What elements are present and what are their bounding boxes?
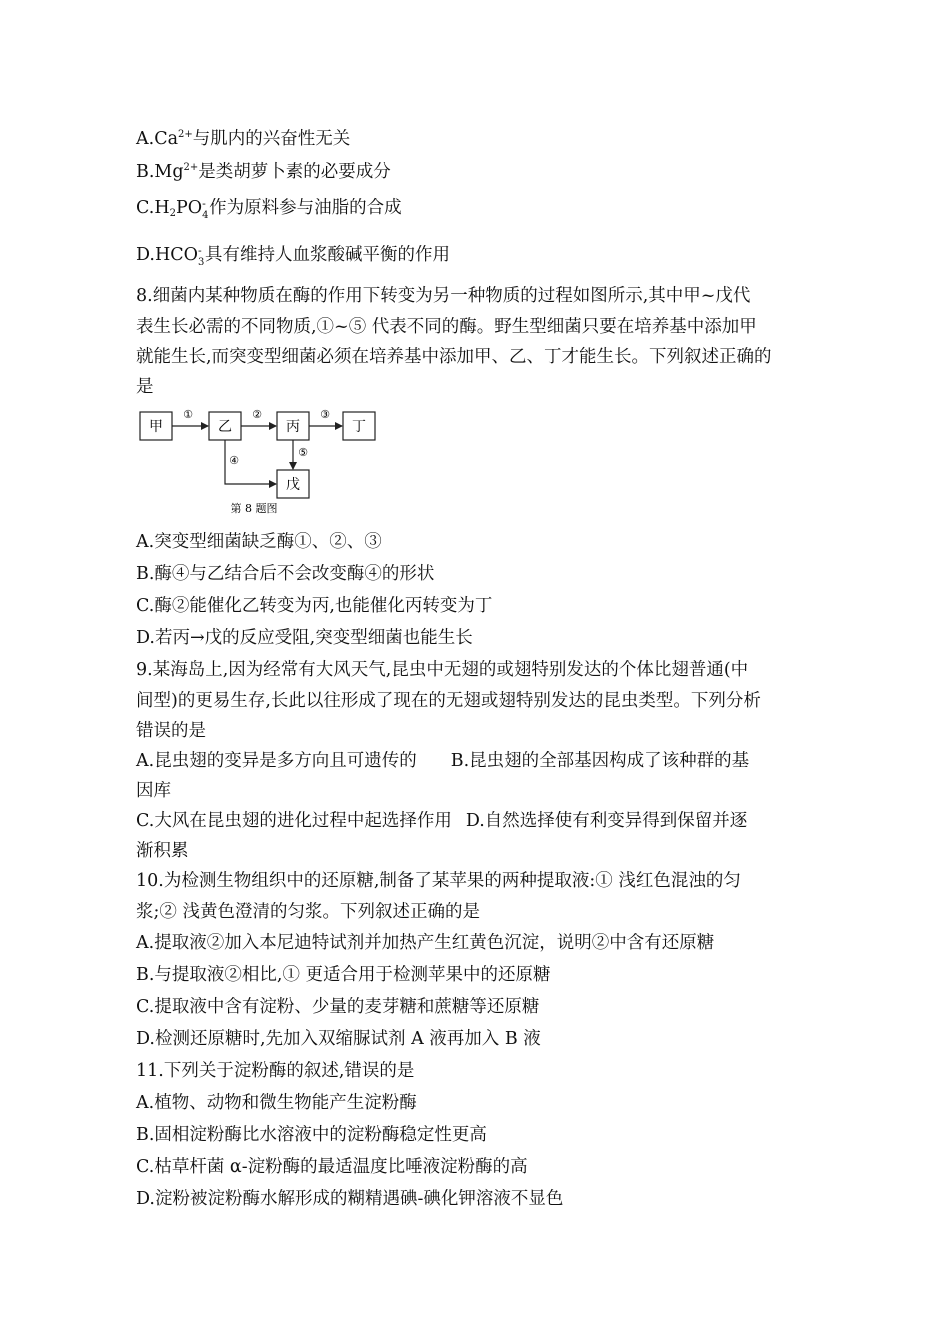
enzyme-label-4: ④ <box>229 454 239 467</box>
q7-d-superscript: - <box>197 244 202 257</box>
q8-stem-line-1: 8.细菌内某种物质在酶的作用下转变为另一种物质的过程如图所示,其中甲~戊代 <box>136 286 751 306</box>
diagram-caption: 第 8 题图 <box>230 502 278 515</box>
q8-stem-line-3: 就能生长,而突变型细菌必须在培养基中添加甲、乙、丁才能生长。下列叙述正确的 <box>136 347 772 367</box>
q7-a-text: A.Ca <box>136 129 179 149</box>
q7-d-subscript: 3 <box>197 257 205 268</box>
q9-stem-line-1: 9.某海岛上,因为经常有大风天气,昆虫中无翅的或翅特别发达的个体比翅普通(中 <box>136 660 749 680</box>
q8-option-a: A.突变型细菌缺乏酶①、②、③ <box>136 532 382 552</box>
q7-c-subscript-1: 2 <box>169 208 176 219</box>
q7-option-b <box>136 157 826 183</box>
q11-option-c: C.枯草杆菌 α-淀粉酶的最适温度比唾液淀粉酶的高 <box>136 1157 528 1177</box>
q10-option-c: C.提取液中含有淀粉、少量的麦芽糖和蔗糖等还原糖 <box>136 997 540 1017</box>
q7-option-c <box>136 197 826 225</box>
q7-option-a <box>136 124 826 150</box>
q7-d-text-end: 具有维持人血浆酸碱平衡的作用 <box>204 245 450 265</box>
q7-a-text-end: 与肌内的兴奋性无关 <box>192 129 351 149</box>
q7-c-charge <box>202 197 209 221</box>
q9-option-d: D.自然选择使有利变异得到保留并逐 <box>465 811 748 831</box>
q7-c-text-mid: PO <box>175 198 203 218</box>
q9-option-b: B.昆虫翅的全部基因构成了该种群的基 <box>450 751 750 771</box>
q7-b-superscript: 2+ <box>183 162 199 173</box>
q8-pathway-diagram <box>136 400 396 518</box>
q11-stem: 11.下列关于淀粉酶的叙述,错误的是 <box>136 1061 415 1081</box>
q9-options-ab <box>136 750 826 772</box>
q8-option-b: B.酶④与乙结合后不会改变酶④的形状 <box>136 564 435 584</box>
q9-option-a: A.昆虫翅的变异是多方向且可遗传的 <box>136 751 417 771</box>
q11-option-d: D.淀粉被淀粉酶水解形成的糊精遇碘-碘化钾溶液不显色 <box>136 1189 564 1209</box>
enzyme-label-3: ③ <box>320 408 330 421</box>
node-label-wu: 戊 <box>286 477 300 493</box>
q8-option-d: D.若丙→戊的反应受阻,突变型细菌也能生长 <box>136 628 473 648</box>
q7-c-text-end: 作为原料参与油脂的合成 <box>209 198 402 218</box>
enzyme-label-5: ⑤ <box>298 446 308 459</box>
q7-d-charge <box>197 244 205 268</box>
q7-c-text: C.H <box>136 198 170 218</box>
q8-stem-line-4: 是 <box>136 377 154 397</box>
q7-option-d <box>136 244 826 266</box>
q7-c-subscript-2: 4 <box>202 210 209 221</box>
node-label-jia: 甲 <box>149 419 163 435</box>
enzyme-label-2: ② <box>252 408 262 421</box>
q11-option-a: A.植物、动物和微生物能产生淀粉酶 <box>136 1093 417 1113</box>
q10-stem-line-1: 10.为检测生物组织中的还原糖,制备了某苹果的两种提取液:① 浅红色混浊的匀 <box>136 871 741 891</box>
node-label-ding: 丁 <box>352 419 366 435</box>
q7-b-text-end: 是类胡萝卜素的必要成分 <box>198 162 391 182</box>
q9-stem-line-3: 错误的是 <box>136 721 206 741</box>
q7-b-text: B.Mg <box>136 162 184 182</box>
q10-option-b: B.与提取液②相比,① 更适合用于检测苹果中的还原糖 <box>136 965 551 985</box>
q9-stem-line-2: 间型)的更易生存,长此以往形成了现在的无翅或翅特别发达的昆虫类型。下列分析 <box>136 691 761 711</box>
q9-option-c: C.大风在昆虫翅的进化过程中起选择作用 <box>136 811 452 831</box>
q10-stem-line-2: 浆;② 浅黄色澄清的匀浆。下列叙述正确的是 <box>136 902 480 922</box>
enzyme-label-1: ① <box>183 408 193 421</box>
q11-option-b: B.固相淀粉酶比水溶液中的淀粉酶稳定性更高 <box>136 1125 487 1145</box>
q8-option-c: C.酶②能催化乙转变为丙,也能催化丙转变为丁 <box>136 596 493 616</box>
q9-option-b-cont: 因库 <box>136 781 171 801</box>
node-label-bing: 丙 <box>286 419 300 435</box>
q8-stem-line-2: 表生长必需的不同物质,①~⑤ 代表不同的酶。野生型细菌只要在培养基中添加甲 <box>136 317 757 337</box>
q7-c-superscript: - <box>202 197 206 210</box>
node-label-yi: 乙 <box>218 419 232 435</box>
q9-options-cd <box>136 810 826 832</box>
q10-option-d: D.检测还原糖时,先加入双缩脲试剂 A 液再加入 B 液 <box>136 1029 541 1049</box>
q7-a-superscript: 2+ <box>178 129 193 140</box>
q7-d-text: D.HCO <box>136 245 198 265</box>
q10-option-a: A.提取液②加入本尼迪特试剂并加热产生红黄色沉淀，说明②中含有还原糖 <box>136 933 715 953</box>
q9-option-d-cont: 渐积累 <box>136 841 189 861</box>
